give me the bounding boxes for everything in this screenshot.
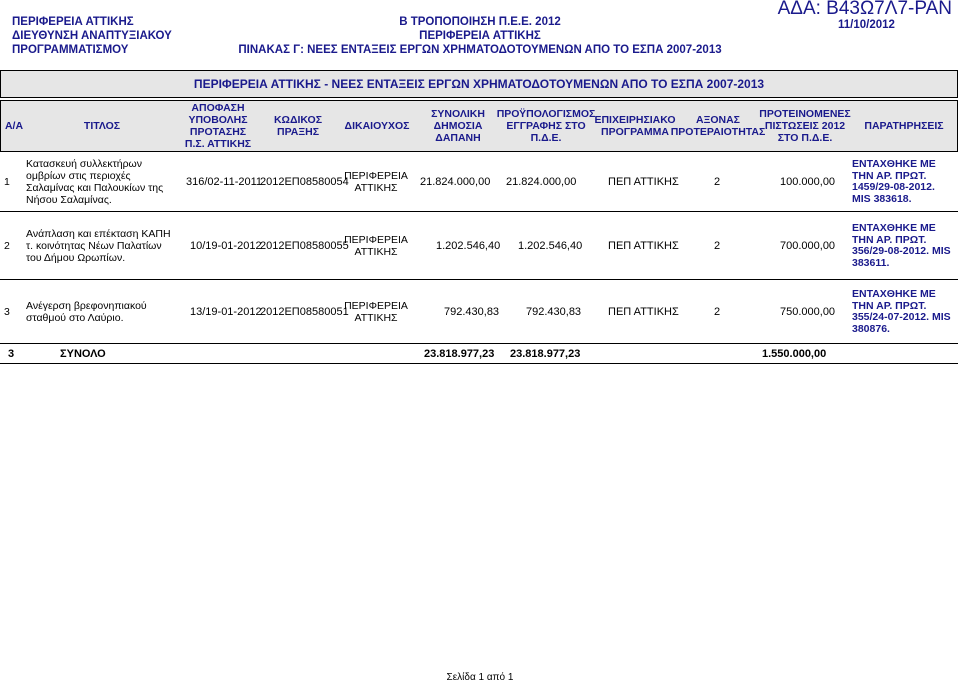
row-title: Κατασκευή συλλεκτήρων ομβρίων στις περιοχές Σαλαμίνας και Παλουκίων της Νήσου Σαλαμίνας. [26, 158, 164, 206]
row-title: Ανάπλαση και επέκταση ΚΑΠΗ τ. κοινότητας Νέων Παλατίων του Δήμου Ωρωπίων. [26, 228, 171, 264]
row-code: 2012ΕΠ08580054 [260, 176, 349, 188]
header-table-title: ΠΙΝΑΚΑΣ Γ: ΝΕΕΣ ΕΝΤΑΞΕΙΣ ΕΡΓΩΝ ΧΡΗΜΑΤΟΔΟΤΟΥΜΕΝΩΝ ΑΠΟ ΤΟ ΕΣΠΑ 2007-2013 [238, 44, 722, 56]
col-proposed: ΠΡΟΤΕΙΝΟΜΕΝΕΣ ΠΙΣΤΩΣΕΙΣ 2012 ΣΤΟ Π.Δ.Ε. [759, 108, 851, 144]
col-title: ΤΙΤΛΟΣ [83, 120, 121, 132]
row-code: 2012ΕΠ08580051 [260, 306, 349, 318]
row-budget: 21.824.000,00 [506, 176, 577, 188]
col-aa: Α/Α [4, 120, 24, 132]
row-proposed: 700.000,00 [780, 240, 836, 252]
col-budget: ΠΡΟΫΠΟΛΟΓΙΣΜΟΣ ΕΓΓΡΑΦΗΣ ΣΤΟ Π.Δ.Ε. [496, 108, 596, 144]
col-code: ΚΩΔΙΚΟΣ ΠΡΑΞΗΣ [273, 114, 323, 138]
row-axis: 2 [714, 306, 721, 318]
col-decision: ΑΠΟΦΑΣΗ ΥΠΟΒΟΛΗΣ ΠΡΟΤΑΣΗΣ Π.Σ. ΑΤΤΙΚΗΣ [184, 102, 252, 150]
document-date: 11/10/2012 [838, 19, 895, 31]
row-aa: 1 [4, 176, 10, 188]
row-beneficiary: ΠΕΡΙΦΕΡΕΙΑ ΑΤΤΙΚΗΣ [344, 170, 408, 194]
header-org: ΠΕΡΙΦΕΡΕΙΑ ΑΤΤΙΚΗΣ [12, 16, 134, 28]
total-row [0, 344, 958, 364]
col-total-public: ΣΥΝΟΛΙΚΗ ΔΗΜΟΣΙΑ ΔΑΠΑΝΗ [431, 108, 485, 144]
header-revision: Β ΤΡΟΠΟΠΟΙΗΣΗ Π.Ε.Ε. 2012 [399, 16, 561, 28]
ada-code: ΑΔΑ: Β43Ω7Λ7-ΡΑΝ [777, 0, 952, 19]
row-beneficiary: ΠΕΡΙΦΕΡΕΙΑ ΑΤΤΙΚΗΣ [344, 234, 408, 258]
header-directorate-2: ΠΡΟΓΡΑΜΜΑΤΙΣΜΟΥ [12, 44, 129, 56]
col-remarks: ΠΑΡΑΤΗΡΗΣΕΙΣ [864, 120, 944, 132]
total-proposed: 1.550.000,00 [762, 348, 827, 360]
row-decision: 13/19-01-2012 [190, 306, 262, 318]
page-number: Σελίδα 1 από 1 [446, 672, 514, 683]
row-program: ΠΕΠ ΑΤΤΙΚΗΣ [608, 240, 679, 252]
table-row [0, 152, 958, 212]
row-budget: 1.202.546,40 [518, 240, 583, 252]
total-budget: 23.818.977,23 [510, 348, 581, 360]
header-region: ΠΕΡΙΦΕΡΕΙΑ ΑΤΤΙΚΗΣ [419, 30, 541, 42]
total-count: 3 [8, 348, 15, 360]
row-aa: 3 [4, 306, 10, 318]
total-label: ΣΥΝΟΛΟ [60, 348, 106, 360]
row-budget: 792.430,83 [526, 306, 582, 318]
header-directorate: ΔΙΕΥΘΥΝΣΗ ΑΝΑΠΤΥΞΙΑΚΟΥ [12, 30, 172, 42]
table-title: ΠΕΡΙΦΕΡΕΙΑ ΑΤΤΙΚΗΣ - ΝΕΕΣ ΕΝΤΑΞΕΙΣ ΕΡΓΩΝ ΧΡΗΜΑΤΟΔΟΤΟΥΜΕΝΩΝ ΑΠΟ ΤΟ ΕΣΠΑ 2007-2013 [0, 70, 958, 98]
row-remarks: ΕΝΤΑΧΘΗΚΕ ΜΕ ΤΗΝ ΑΡ. ΠΡΩΤ. 1459/29-08-2012. MIS 383618. [852, 158, 936, 205]
col-axis: ΑΞΟΝΑΣ ΠΡΟΤΕΡΑΙΟΤΗΤΑΣ [670, 114, 766, 138]
row-program: ΠΕΠ ΑΤΤΙΚΗΣ [608, 176, 679, 188]
col-program: ΕΠΙΧΕΙΡΗΣΙΑΚΟ ΠΡΟΓΡΑΜΜΑ [594, 114, 676, 138]
col-beneficiary: ΔΙΚΑΙΟΥΧΟΣ [344, 120, 410, 132]
row-aa: 2 [4, 240, 10, 252]
row-remarks: ΕΝΤΑΧΘΗΚΕ ΜΕ ΤΗΝ ΑΡ. ΠΡΩΤ. 355/24-07-2012. MIS 380876. [852, 288, 951, 335]
table-header [0, 100, 958, 152]
row-code: 2012ΕΠ08580055 [260, 240, 349, 252]
table-row [0, 212, 958, 280]
row-program: ΠΕΠ ΑΤΤΙΚΗΣ [608, 306, 679, 318]
row-title: Ανέγερση βρεφονηπιακού σταθμού στο Λαύριο. [26, 300, 147, 324]
row-proposed: 750.000,00 [780, 306, 836, 318]
row-decision: 316/02-11-2011 [186, 176, 263, 188]
row-axis: 2 [714, 176, 721, 188]
row-remarks: ΕΝΤΑΧΘΗΚΕ ΜΕ ΤΗΝ ΑΡ. ΠΡΩΤ. 356/29-08-2012. MIS 383611. [852, 222, 951, 269]
table-row [0, 280, 958, 344]
row-total-public: 1.202.546,40 [436, 240, 501, 252]
row-proposed: 100.000,00 [780, 176, 836, 188]
row-total-public: 21.824.000,00 [420, 176, 491, 188]
row-decision: 10/19-01-2012 [190, 240, 262, 252]
row-total-public: 792.430,83 [444, 306, 500, 318]
row-beneficiary: ΠΕΡΙΦΕΡΕΙΑ ΑΤΤΙΚΗΣ [344, 300, 408, 324]
total-public: 23.818.977,23 [424, 348, 495, 360]
row-axis: 2 [714, 240, 721, 252]
